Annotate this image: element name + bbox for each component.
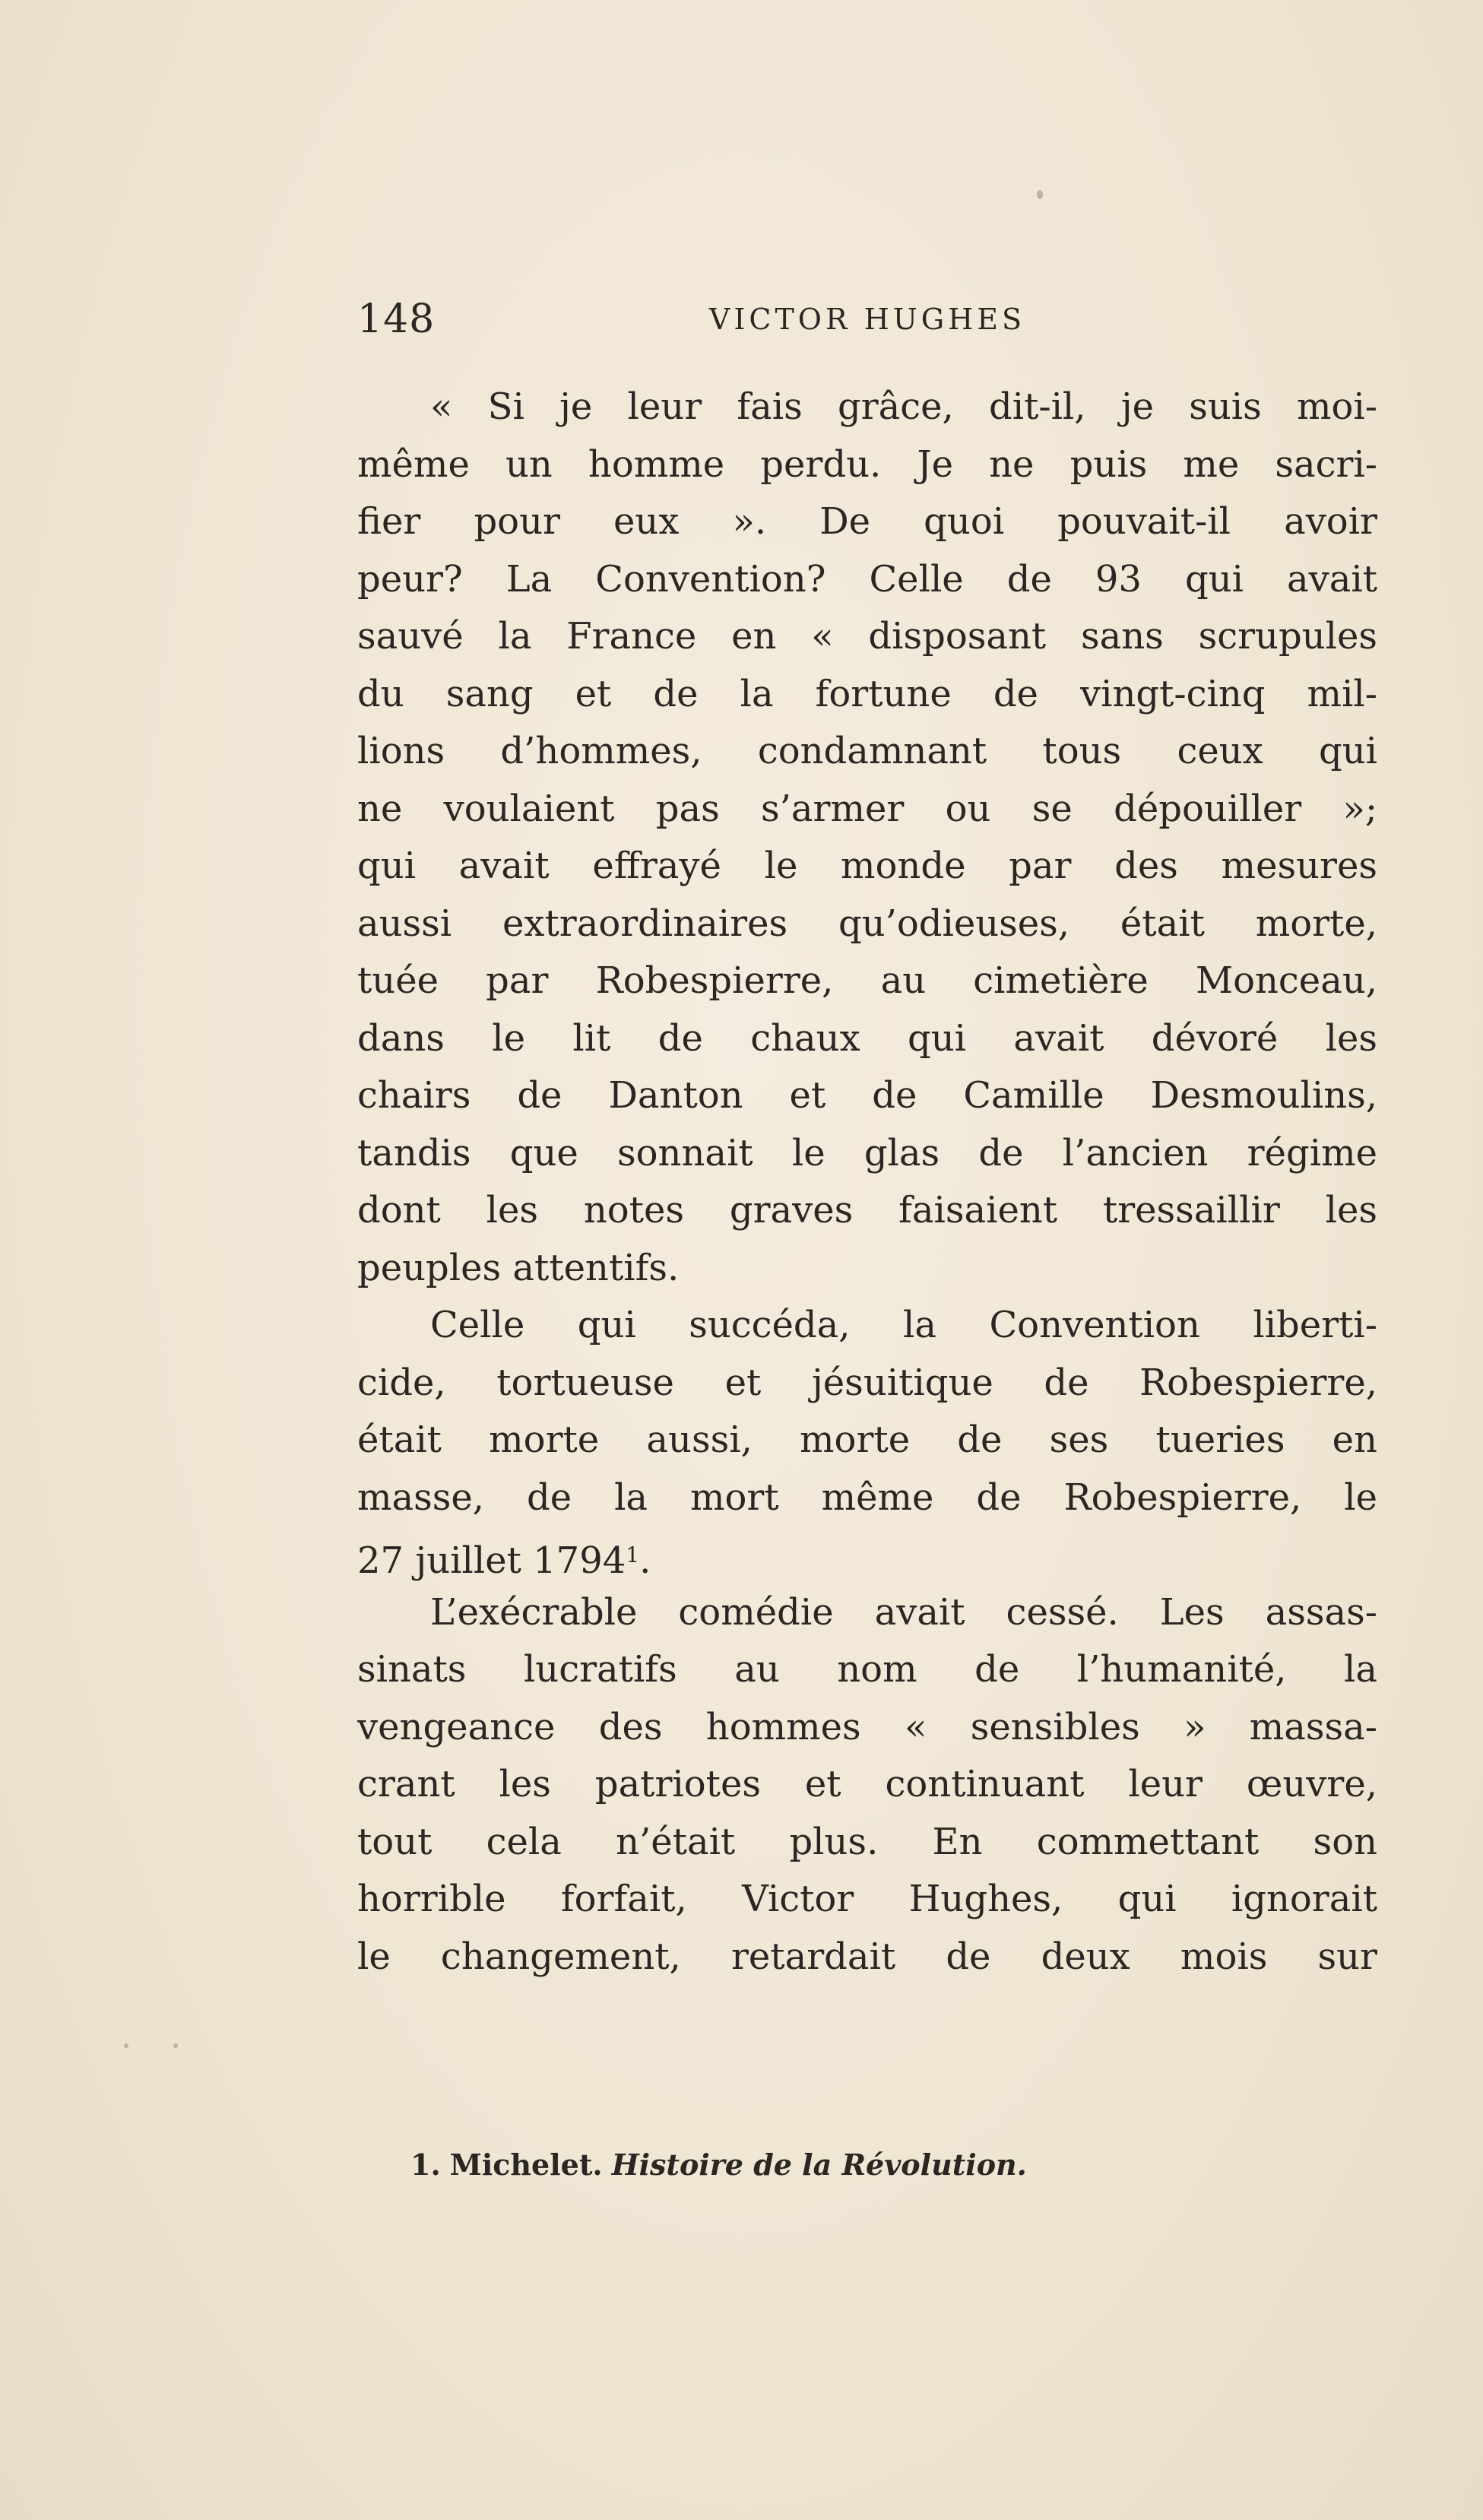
text-fragment: 27 juillet 1794	[357, 1539, 626, 1582]
footnote-reference: 1	[626, 1542, 640, 1567]
text-line: dont les notes graves faisaient tressaillir les	[357, 1189, 1377, 1231]
text-fragment: .	[639, 1539, 651, 1582]
text-line: L’exécrable comédie avait cessé. Les assas-	[430, 1590, 1377, 1634]
text-line: masse, de la mort même de Robespierre, le	[357, 1476, 1377, 1519]
text-line: peur? La Convention? Celle de 93 qui avait	[357, 557, 1377, 601]
ink-speck	[124, 2043, 128, 2048]
text-line: aussi extraordinaires qu’odieuses, était morte,	[357, 902, 1377, 945]
text-line: même un homme perdu. Je ne puis me sacri-	[357, 442, 1377, 486]
text-line: tuée par Robespierre, au cimetière Monceau,	[357, 959, 1377, 1002]
text-line: chairs de Danton et de Camille Desmoulins,	[357, 1074, 1377, 1117]
ink-speck	[1037, 190, 1043, 199]
text-line: était morte aussi, morte de ses tueries en	[357, 1418, 1377, 1461]
footnote-number: 1.	[410, 2148, 441, 2182]
text-line: lions d’hommes, condamnant tous ceux qui	[357, 730, 1377, 772]
text-line: tout cela n’était plus. En commettant son	[357, 1820, 1377, 1863]
text-line-with-footnote-ref	[357, 1526, 1377, 1584]
text-line: vengeance des hommes « sensibles » massa-	[357, 1705, 1377, 1748]
text-line: le changement, retardait de deux mois sur	[357, 1935, 1377, 1978]
text-line: ne voulaient pas s’armer ou se dépouiller »;	[357, 787, 1377, 830]
body-text	[357, 379, 1377, 1986]
text-line: cide, tortueuse et jésuitique de Robespierre,	[357, 1361, 1377, 1404]
text-line: tandis que sonnait le glas de l’ancien régime	[357, 1131, 1377, 1174]
text-line: dans le lit de chaux qui avait dévoré les	[357, 1016, 1377, 1060]
page-number: 148	[357, 296, 436, 342]
ink-speck	[173, 2043, 178, 2048]
text-line: Celle qui succéda, la Convention liberti-	[430, 1304, 1377, 1346]
text-line: sinats lucratifs au nom de l’humanité, la	[357, 1648, 1377, 1691]
text-line: horrible forfait, Victor Hughes, qui ignorait	[357, 1878, 1377, 1920]
text-line: sauvé la France en « disposant sans scrupules	[357, 615, 1377, 658]
text-line: fier pour eux ». De quoi pouvait-il avoir	[357, 500, 1377, 543]
text-line: crant les patriotes et continuant leur œuvre,	[357, 1763, 1377, 1805]
page-header	[357, 293, 1377, 346]
footnote-author: Michelet.	[449, 2148, 603, 2182]
footnote	[410, 2142, 1377, 2188]
text-line: qui avait effrayé le monde par des mesures	[357, 845, 1377, 887]
footnote-work-title: Histoire de la Révolution.	[611, 2148, 1027, 2182]
running-title: VICTOR HUGHES	[708, 303, 1026, 336]
text-line: peuples attentifs.	[357, 1246, 680, 1289]
text-line: « Si je leur fais grâce, dit-il, je suis moi-	[430, 385, 1377, 428]
text-line: du sang et de la fortune de vingt-cinq mil-	[357, 672, 1377, 715]
